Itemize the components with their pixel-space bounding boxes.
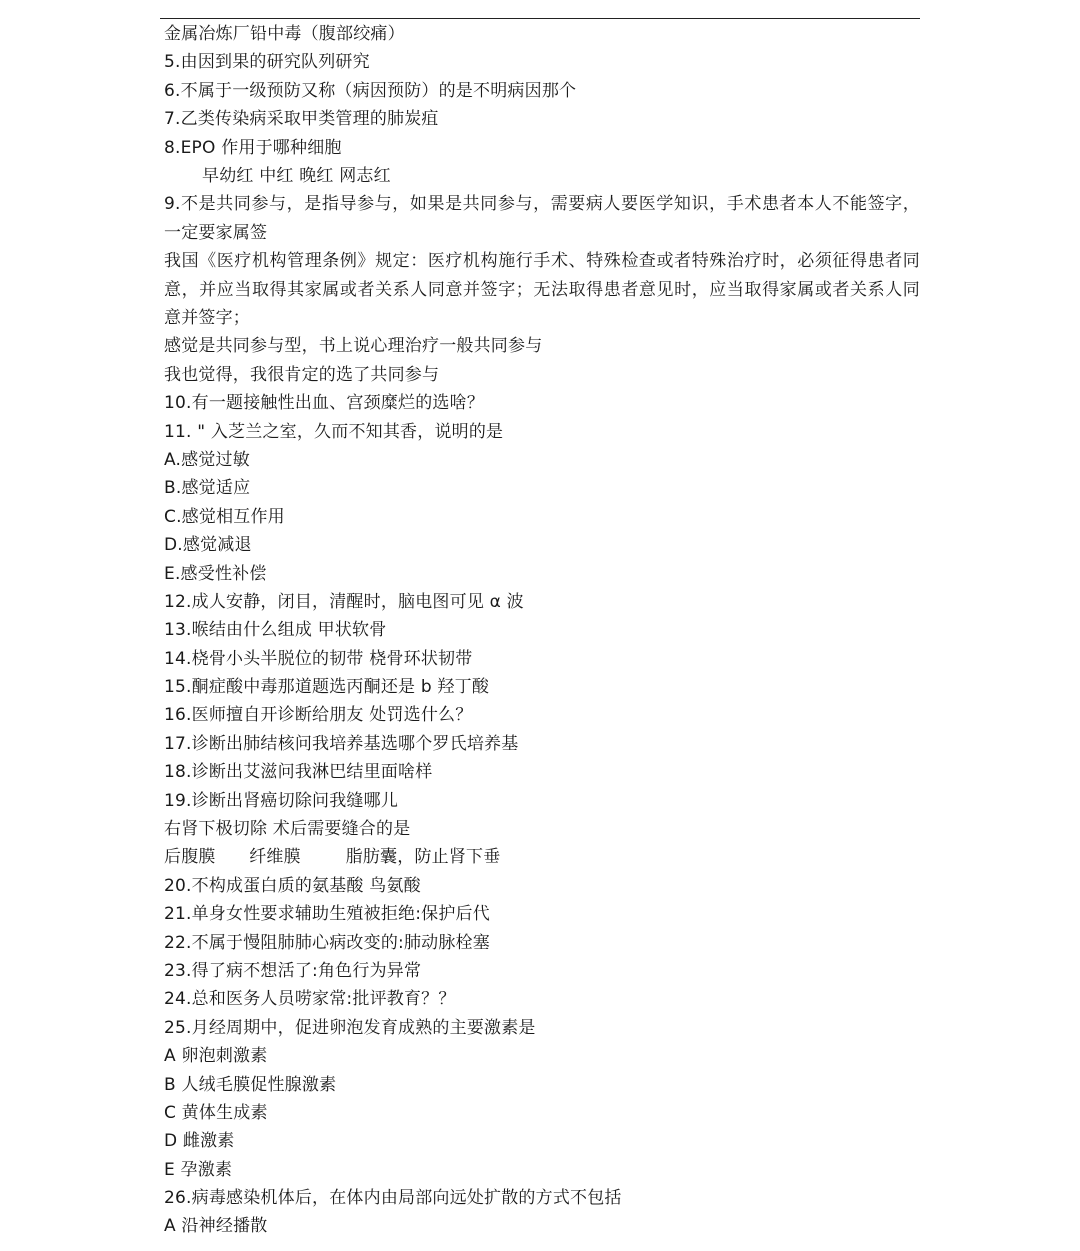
text-line: C 黄体生成素 <box>164 1102 268 1123</box>
text-line: 11. " 入芝兰之室，久而不知其香，说明的是 <box>164 421 504 442</box>
text-line: 25.月经周期中，促进卵泡发育成熟的主要激素是 <box>164 1017 536 1038</box>
text-line: 26.病毒感染机体后，在体内由局部向远处扩散的方式不包括 <box>164 1188 622 1209</box>
text-line: 18.诊断出艾滋问我淋巴结里面啥样 <box>164 762 433 783</box>
text-line: 23.得了病不想活了:角色行为异常 <box>164 960 422 981</box>
text-line: D 雌激素 <box>164 1131 235 1152</box>
text-line: 早幼红 中红 晚红 网志红 <box>202 165 391 186</box>
text-line: 5.由因到果的研究队列研究 <box>164 52 370 73</box>
text-line: A 卵泡刺激素 <box>164 1046 268 1067</box>
text-line: E.感受性补偿 <box>164 563 267 584</box>
header-rule <box>160 18 920 19</box>
text-line: 10.有一题接触性出血、宫颈糜烂的选啥？ <box>164 393 485 414</box>
text-paragraph: 9.不是共同参与，是指导参与，如果是共同参与，需要病人要医学知识，手术患者本人不能签字，一定要家属签 <box>164 194 920 243</box>
document-body <box>164 20 920 1241</box>
text-line: 24.总和医务人员唠家常:批评教育？？ <box>164 989 456 1010</box>
text-line: B.感觉适应 <box>164 478 251 499</box>
text-line: 22.不属于慢阻肺肺心病改变的:肺动脉栓塞 <box>164 932 490 953</box>
text-line: B 人绒毛膜促性腺激素 <box>164 1074 337 1095</box>
text-line: 15.酮症酸中毒那道题选丙酮还是 b 羟丁酸 <box>164 677 490 698</box>
text-line: 我也觉得，我很肯定的选了共同参与 <box>164 364 440 385</box>
text-line: 12.成人安静，闭目，清醒时，脑电图可见 α 波 <box>164 591 524 612</box>
text-line: 7.乙类传染病采取甲类管理的肺炭疽 <box>164 109 439 130</box>
text-line: C.感觉相互作用 <box>164 506 285 527</box>
text-line: D.感觉减退 <box>164 535 252 556</box>
text-line: 金属冶炼厂铅中毒（腹部绞痛） <box>164 24 405 44</box>
text-line: E 孕激素 <box>164 1159 233 1180</box>
text-line: 17.诊断出肺结核问我培养基选哪个罗氏培养基 <box>164 733 519 754</box>
text-line: 8.EPO 作用于哪种细胞 <box>164 137 342 158</box>
text-paragraph: 我国《医疗机构管理条例》规定：医疗机构施行手术、特殊检查或者特殊治疗时，必须征得患者同意，并应当取得其家属或者关系人同意并签字；无法取得患者意见时，应当取得家属或者关系人同意并签字； <box>164 251 920 328</box>
text-line: A.感觉过敏 <box>164 449 250 470</box>
text-line: 6.不属于一级预防又称（病因预防）的是不明病因那个 <box>164 80 577 101</box>
text-line: 后腹膜 纤维膜 脂肪囊，防止肾下垂 <box>164 847 501 868</box>
text-line: 20.不构成蛋白质的氨基酸 鸟氨酸 <box>164 875 421 896</box>
text-line: 14.桡骨小头半脱位的韧带 桡骨环状韧带 <box>164 648 473 669</box>
text-line: 13.喉结由什么组成 甲状软骨 <box>164 620 387 641</box>
text-line: A 沿神经播散 <box>164 1216 268 1237</box>
text-line: 21.单身女性要求辅助生殖被拒绝:保护后代 <box>164 904 490 925</box>
text-line: 右肾下极切除 术后需要缝合的是 <box>164 819 411 840</box>
text-line: 19.诊断出肾癌切除问我缝哪儿 <box>164 790 399 811</box>
text-line: 感觉是共同参与型，书上说心理治疗一般共同参与 <box>164 336 543 357</box>
text-line: 16.医师擅自开诊断给朋友 处罚选什么？ <box>164 705 473 726</box>
